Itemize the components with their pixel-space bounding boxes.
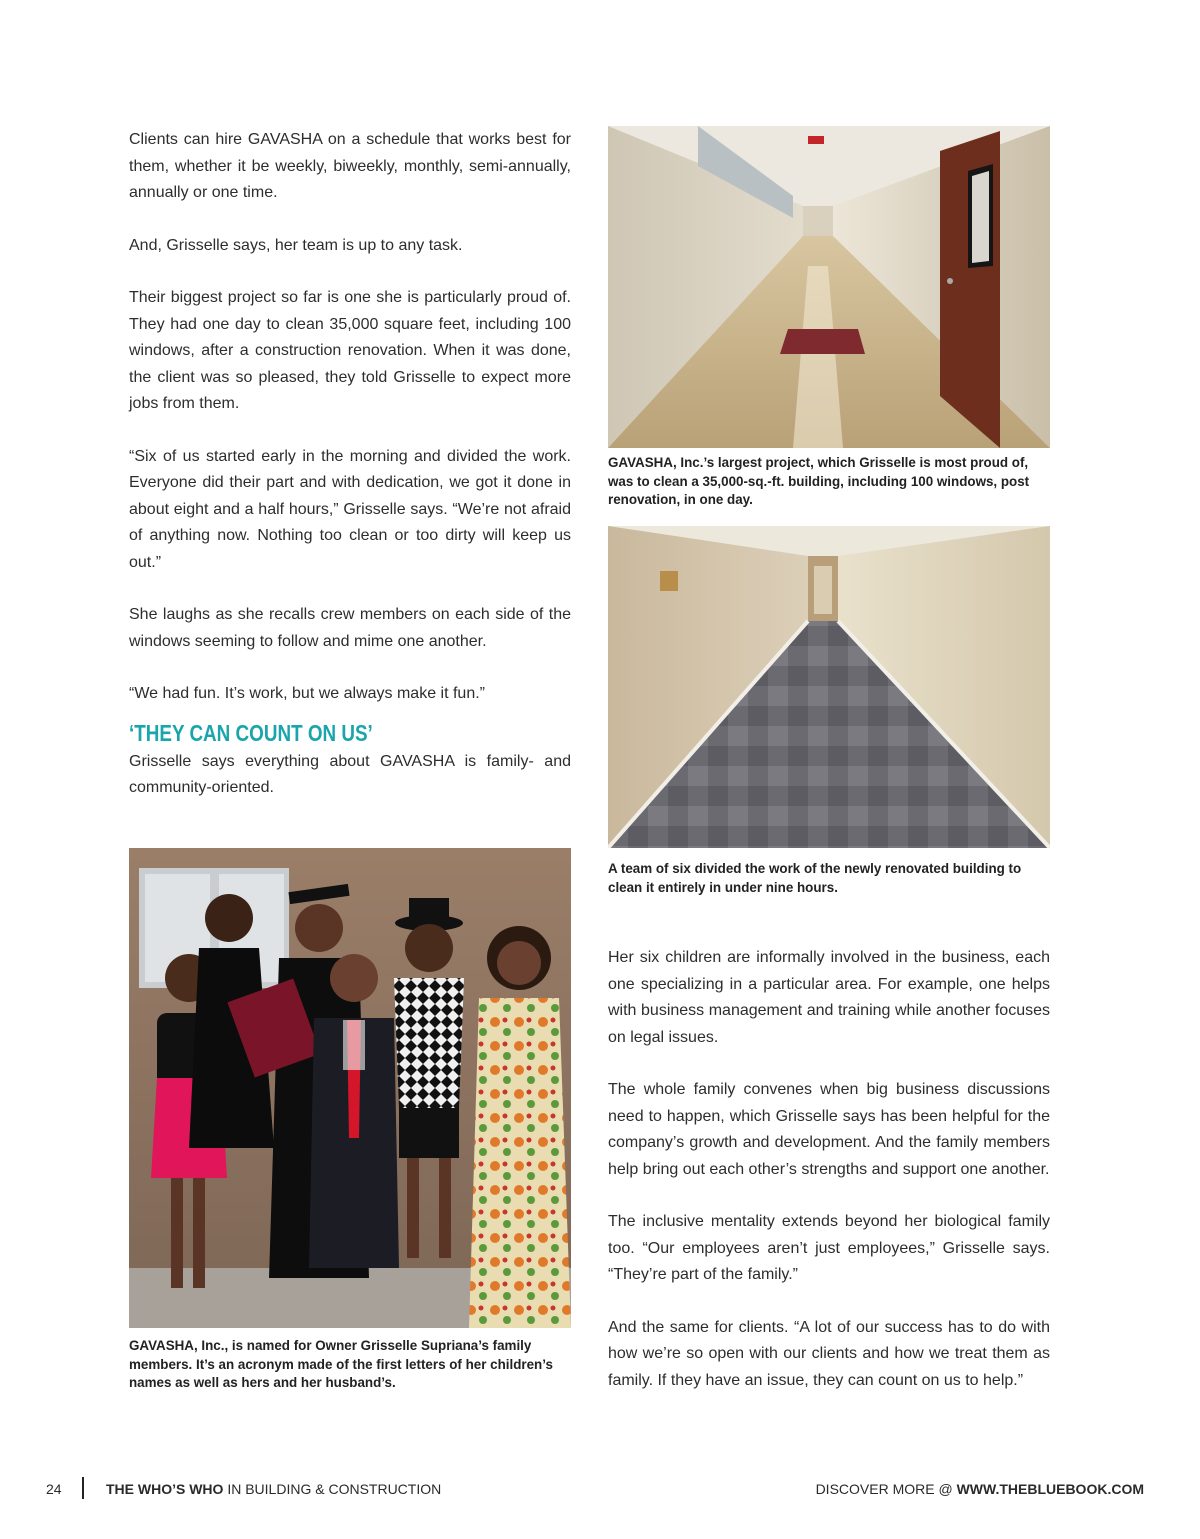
body-paragraph: “We had fun. It’s work, but we always make it fun.” bbox=[129, 685, 485, 702]
body-paragraph: And the same for clients. “A lot of our success has to do with how we’re so open with our clients and how we treat them as family. If they have an issue, they can count on us to help.” bbox=[608, 1318, 1050, 1389]
magazine-title-bold: THE WHO’S WHO bbox=[106, 1481, 224, 1497]
magazine-title-rest: IN BUILDING & CONSTRUCTION bbox=[223, 1481, 442, 1497]
discover-prefix: DISCOVER MORE @ bbox=[815, 1481, 957, 1497]
body-paragraph: She laughs as she recalls crew members on each side of the windows seeming to follow and mime one another. bbox=[129, 606, 571, 650]
magazine-title bbox=[106, 1481, 441, 1497]
right-column-text bbox=[608, 945, 1050, 1420]
footer-divider bbox=[82, 1477, 84, 1499]
family-photo bbox=[129, 848, 571, 1328]
body-paragraph: “Six of us started early in the morning and divided the work. Everyone did their part and with dedication, we got it done in about eight and a half hours,” Grisselle says. “We’re not afraid of anything now. Nothing too clean or too dirty will keep us out.” bbox=[129, 447, 571, 571]
hallway-photo-2-caption-wrap bbox=[608, 860, 1050, 897]
section-heading: ‘THEY CAN COUNT ON US’ bbox=[129, 719, 373, 746]
hallway-photo-1-caption: GAVASHA, Inc.’s largest project, which Grisselle is most proud of, was to clean a 35,000-sq.-ft. building, including 100 windows, post renovation, in one day. bbox=[608, 455, 1030, 507]
body-paragraph: And, Grisselle says, her team is up to any task. bbox=[129, 236, 463, 254]
family-photo-caption-wrap bbox=[129, 1337, 571, 1393]
hallway-photo-carpet bbox=[608, 526, 1050, 848]
body-paragraph: The inclusive mentality extends beyond her biological family too. “Our employees aren’t just employees,” Grisselle says. “They’re part of the family.” bbox=[608, 1213, 1050, 1283]
body-paragraph: Clients can hire GAVASHA on a schedule that works best for them, whether it be weekly, biweekly, monthly, semi-annually, annually or one time. bbox=[129, 131, 571, 201]
page-footer bbox=[0, 1474, 1200, 1504]
left-column bbox=[129, 127, 571, 828]
website-link[interactable]: WWW.THEBLUEBOOK.COM bbox=[956, 1481, 1144, 1497]
body-paragraph: Her six children are informally involved in the business, each one specializing in a particular area. For example, one helps with business management and training while another focuses on legal issues. bbox=[608, 949, 1050, 1046]
page-number: 24 bbox=[46, 1481, 62, 1497]
discover-more bbox=[816, 1481, 1144, 1497]
body-paragraph: Their biggest project so far is one she is particularly proud of. They had one day to clean 35,000 square feet, including 100 windows, after a construction renovation. When it was done, the client was so pleased, they told Grisselle to expect more jobs from them. bbox=[129, 289, 571, 412]
body-paragraph: The whole family convenes when big business discussions need to happen, which Grisselle says has been helpful for the company’s growth and development. And the family members help bring out each other’s strengths and support one another. bbox=[608, 1081, 1050, 1178]
hallway-photo-2-caption: A team of six divided the work of the newly renovated building to clean it entirely in under nine hours. bbox=[608, 861, 1022, 895]
family-photo-caption: GAVASHA, Inc., is named for Owner Grisselle Supriana’s family members. It’s an acronym made of the first letters of her children’s names as well as hers and her husband’s. bbox=[129, 1338, 553, 1390]
hallway-photo-1-caption-wrap bbox=[608, 454, 1050, 510]
body-paragraph: Grisselle says everything about GAVASHA is family- and community-oriented. bbox=[129, 752, 571, 796]
hallway-photo-tile-floor bbox=[608, 126, 1050, 448]
